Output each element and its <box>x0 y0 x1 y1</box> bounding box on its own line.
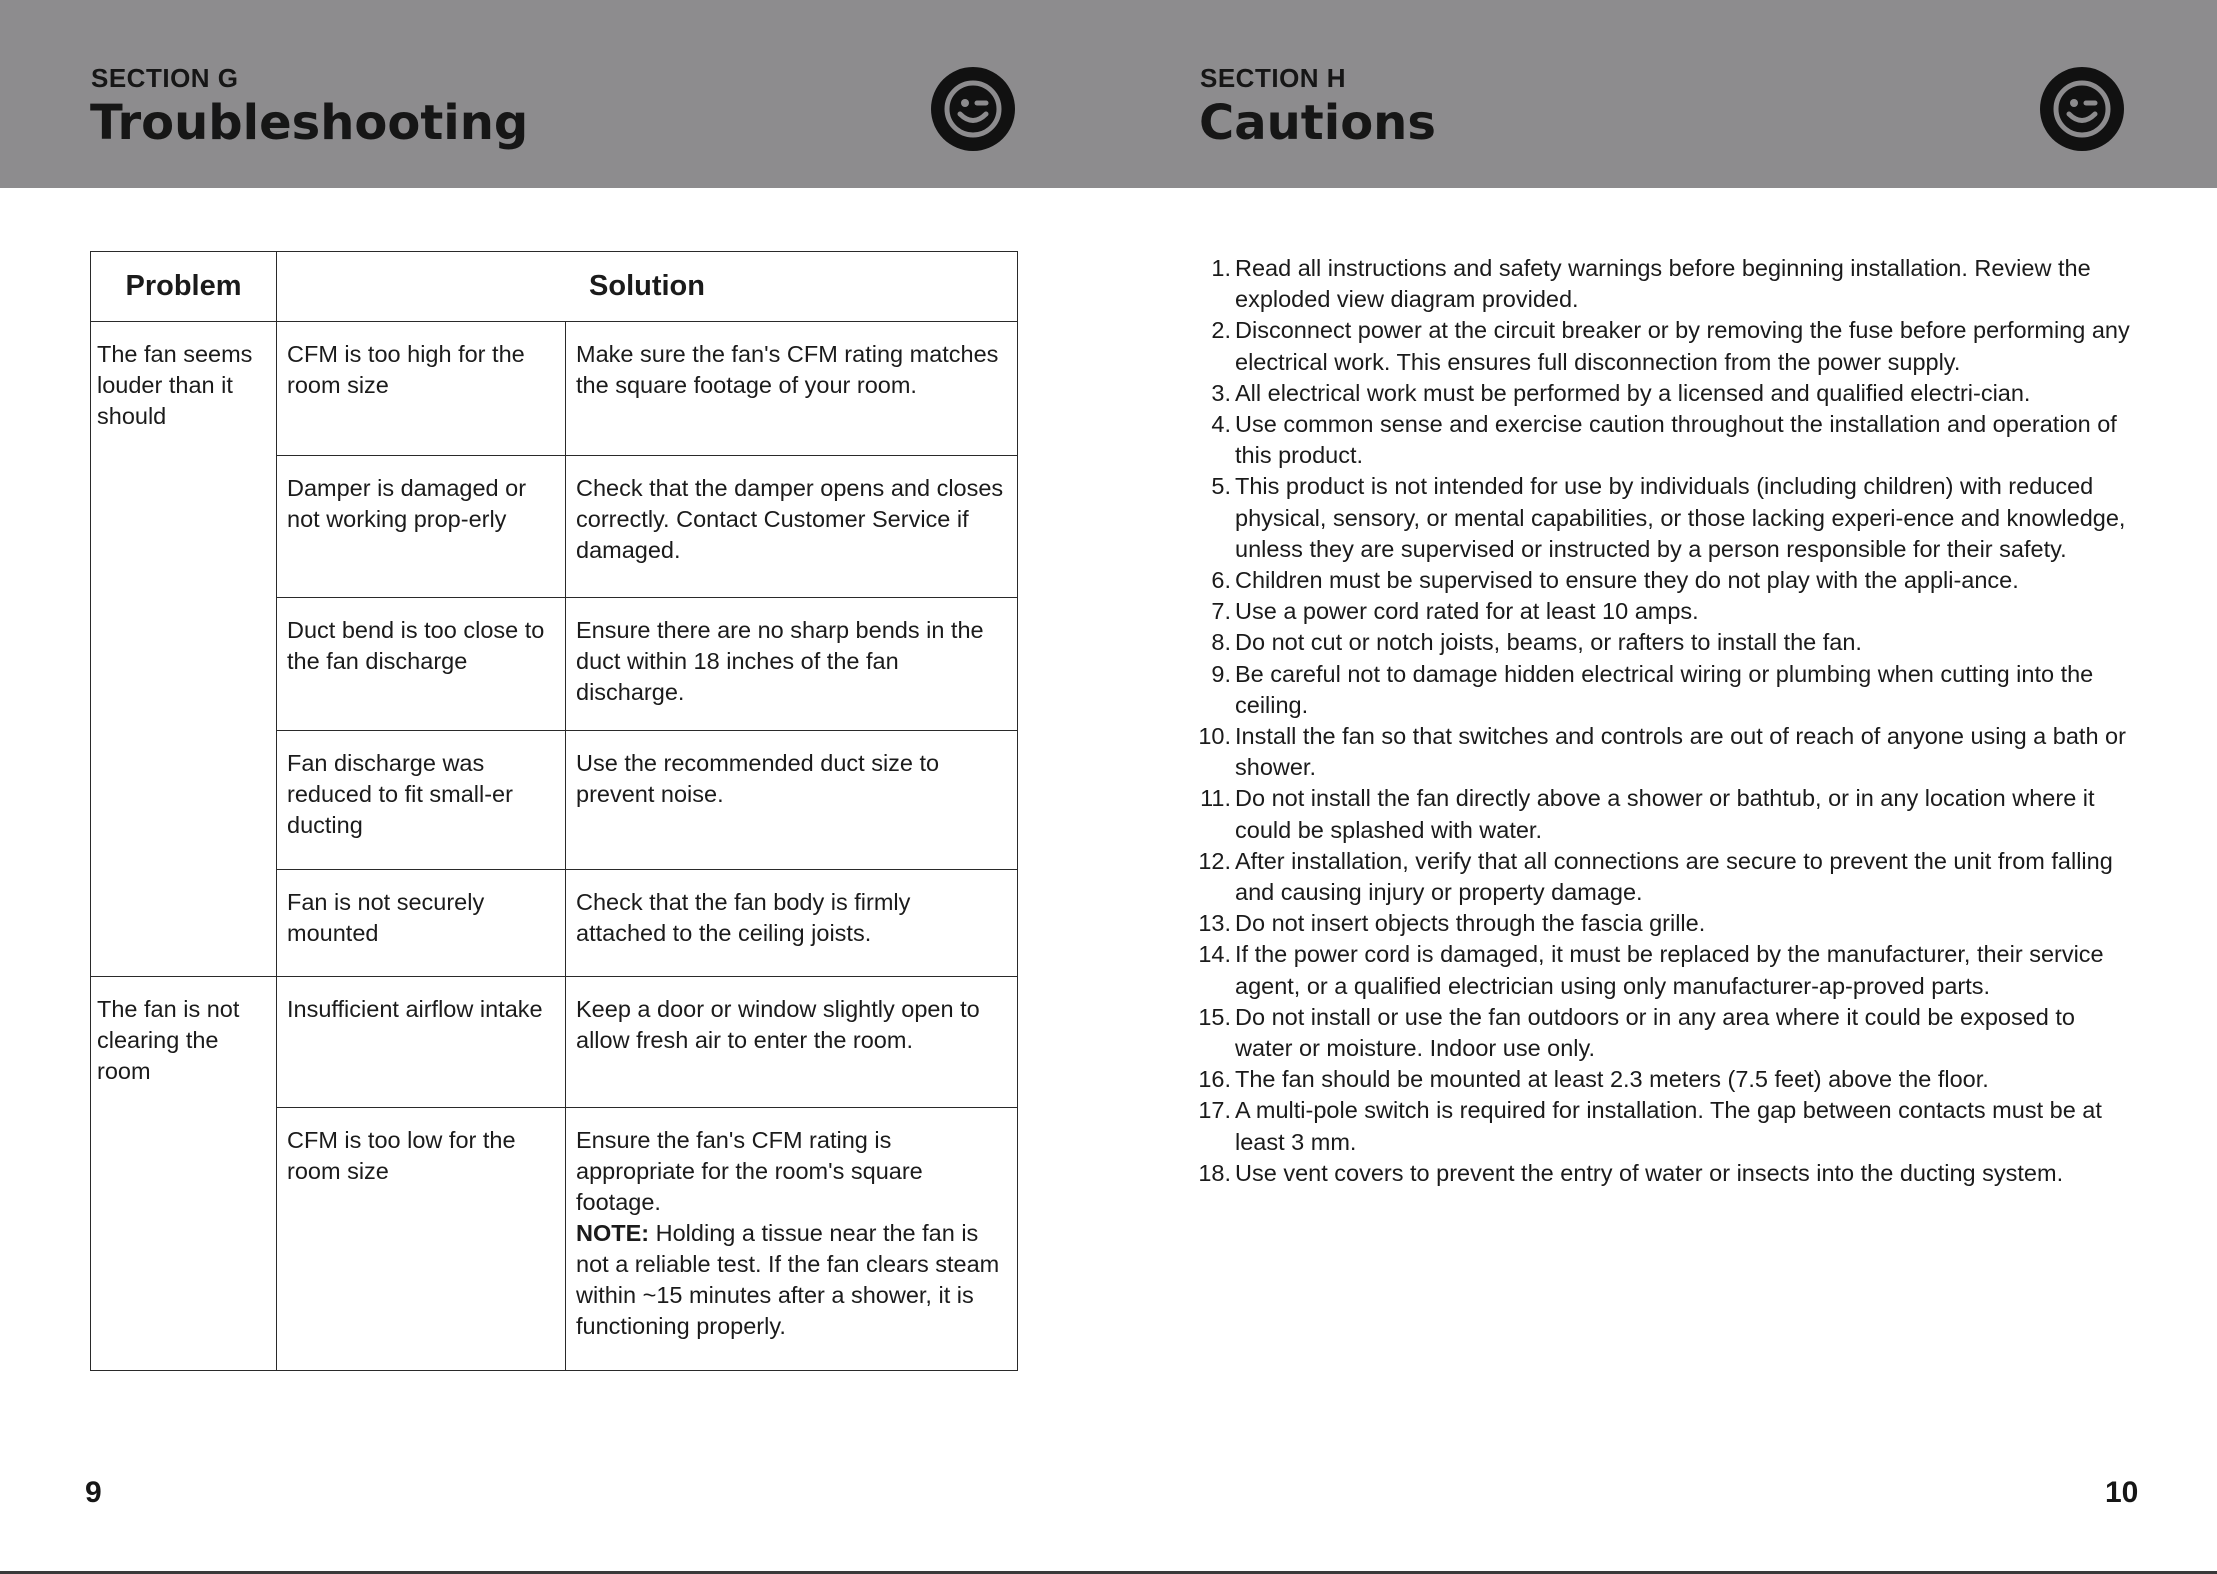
list-item-number: 2. <box>1211 317 1231 344</box>
problem-column-header: Problem <box>91 252 277 322</box>
list-item <box>1195 596 2135 627</box>
fix-cell: Ensure there are no sharp bends in the duct within 18 inches of the fan discharge. <box>566 598 1018 731</box>
list-item-text: Use common sense and exercise caution throughout the installation and operation of this product. <box>1235 411 2117 469</box>
list-item-text: The fan should be mounted at least 2.3 meters (7.5 feet) above the floor. <box>1235 1066 1989 1093</box>
section-g-label: SECTION G <box>91 63 239 93</box>
list-item <box>1195 409 2135 471</box>
cautions-list <box>1195 253 2135 1189</box>
list-item-text: Use a power cord rated for at least 10 amps. <box>1235 598 1699 625</box>
list-item-number: 5. <box>1211 473 1231 500</box>
list-item-number: 12. <box>1198 847 1231 874</box>
fix-cell: Check that the fan body is firmly attached to the ceiling joists. <box>566 870 1018 977</box>
list-item-text: Use vent covers to prevent the entry of water or insects into the ducting system. <box>1235 1159 2064 1186</box>
smiley-face-icon <box>2038 65 2126 153</box>
note-label: NOTE: <box>576 1220 650 1246</box>
list-item-number: 1. <box>1211 255 1231 281</box>
list-item-text: Read all instructions and safety warnings before beginning installation. Review the exploded view diagram provided. <box>1235 255 2091 313</box>
list-item-number: 11. <box>1200 785 1231 812</box>
problem-cell: The fan is not clearing the room <box>91 977 277 1371</box>
list-item-text: Do not cut or notch joists, beams, or rafters to install the fan. <box>1235 629 1862 656</box>
list-item-number: 17. <box>1198 1097 1231 1124</box>
troubleshooting-title: Troubleshooting <box>90 95 529 151</box>
list-item <box>1195 1002 2135 1064</box>
fix-text: Ensure the fan's CFM rating is appropriate for the room's square footage. <box>576 1127 923 1215</box>
cautions-title: Cautions <box>1199 95 1436 151</box>
cause-cell: Duct bend is too close to the fan discharge <box>277 598 566 731</box>
list-item <box>1195 627 2135 658</box>
list-item <box>1195 378 2135 409</box>
fix-cell: Keep a door or window slightly open to allow fresh air to enter the room. <box>566 977 1018 1108</box>
cause-cell: Fan is not securely mounted <box>277 870 566 977</box>
list-item-text: Disconnect power at the circuit breaker or by removing the fuse before performing any electrical work. This ensures full disconnection from the power supply. <box>1235 317 2130 375</box>
list-item <box>1195 846 2135 908</box>
fix-cell <box>566 1108 1018 1371</box>
list-item-text: All electrical work must be performed by a licensed and qualified electri-cian. <box>1235 379 2031 406</box>
cause-cell: Damper is damaged or not working prop-erly <box>277 456 566 598</box>
list-item <box>1195 783 2135 845</box>
table-row <box>91 977 1018 1108</box>
list-item-text: This product is not intended for use by individuals (including children) with reduced physical, sensory, or mental capabilities, or those lacking experi-ence and knowledge, unless they are supervised or instructed by a person responsible for their safety. <box>1235 473 2126 562</box>
cause-cell: Insufficient airflow intake <box>277 977 566 1108</box>
fix-cell: Check that the damper opens and closes correctly. Contact Customer Service if damaged. <box>566 456 1018 598</box>
list-item <box>1195 939 2135 1001</box>
list-item-number: 18. <box>1198 1159 1231 1186</box>
list-item-text: After installation, verify that all connections are secure to prevent the unit from falling and causing injury or property damage. <box>1235 847 2113 906</box>
list-item <box>1195 1158 2135 1189</box>
cause-cell: CFM is too high for the room size <box>277 322 566 456</box>
header-band <box>0 0 2217 188</box>
list-item <box>1195 659 2135 721</box>
section-h-label: SECTION H <box>1200 63 1347 93</box>
list-item-text: If the power cord is damaged, it must be replaced by the manufacturer, their service agent, or a qualified electrician using only manufacturer-ap-proved parts. <box>1235 941 2104 999</box>
troubleshooting-table <box>90 251 1018 1371</box>
note-text: Holding a tissue near the fan is not a reliable test. If the fan clears steam within ~15 minutes after a shower, it is functioning properly. <box>576 1220 1000 1339</box>
list-item <box>1195 1064 2135 1095</box>
smiley-face-icon <box>929 65 1017 153</box>
cause-cell: CFM is too low for the room size <box>277 1108 566 1371</box>
list-item-text: Do not insert objects through the fascia grille. <box>1235 910 1706 937</box>
list-item <box>1195 721 2135 783</box>
list-item-number: 14. <box>1198 941 1231 968</box>
list-item-number: 4. <box>1211 411 1231 438</box>
list-item-text: Be careful not to damage hidden electrical wiring or plumbing when cutting into the ceiling. <box>1235 660 2094 718</box>
list-item-text: Children must be supervised to ensure they do not play with the appli-ance. <box>1235 567 2019 594</box>
list-item-number: 16. <box>1198 1066 1231 1093</box>
list-item-number: 15. <box>1198 1003 1231 1030</box>
list-item <box>1195 908 2135 939</box>
list-item-number: 10. <box>1198 723 1231 750</box>
table-header-row <box>91 252 1018 322</box>
list-item-text: Do not install or use the fan outdoors or in any area where it could be exposed to water or moisture. Indoor use only. <box>1235 1003 2075 1062</box>
list-item-text: Do not install the fan directly above a shower or bathtub, or in any location where it could be splashed with water. <box>1235 785 2095 843</box>
list-item <box>1195 253 2135 315</box>
cause-cell: Fan discharge was reduced to fit small-er ducting <box>277 731 566 870</box>
solution-column-header: Solution <box>277 252 1018 322</box>
list-item-number: 13. <box>1198 910 1231 937</box>
list-item-text: A multi-pole switch is required for installation. The gap between contacts must be at least 3 mm. <box>1235 1097 2102 1155</box>
list-item-number: 3. <box>1211 379 1231 406</box>
list-item-text: Install the fan so that switches and controls are out of reach of anyone using a bath or shower. <box>1235 723 2126 781</box>
list-item-number: 7. <box>1211 598 1231 625</box>
list-item-number: 9. <box>1211 660 1231 687</box>
fix-cell: Make sure the fan's CFM rating matches the square footage of your room. <box>566 322 1018 456</box>
list-item-number: 6. <box>1211 567 1231 594</box>
list-item <box>1195 315 2135 377</box>
page-number-right: 10 <box>2105 1476 2139 1509</box>
page-number-left: 9 <box>85 1476 102 1509</box>
list-item <box>1195 565 2135 596</box>
list-item <box>1195 471 2135 565</box>
problem-cell: The fan seems louder than it should <box>91 322 277 977</box>
list-item <box>1195 1095 2135 1157</box>
fix-cell: Use the recommended duct size to prevent noise. <box>566 731 1018 870</box>
table-row <box>91 322 1018 456</box>
list-item-number: 8. <box>1211 629 1231 656</box>
